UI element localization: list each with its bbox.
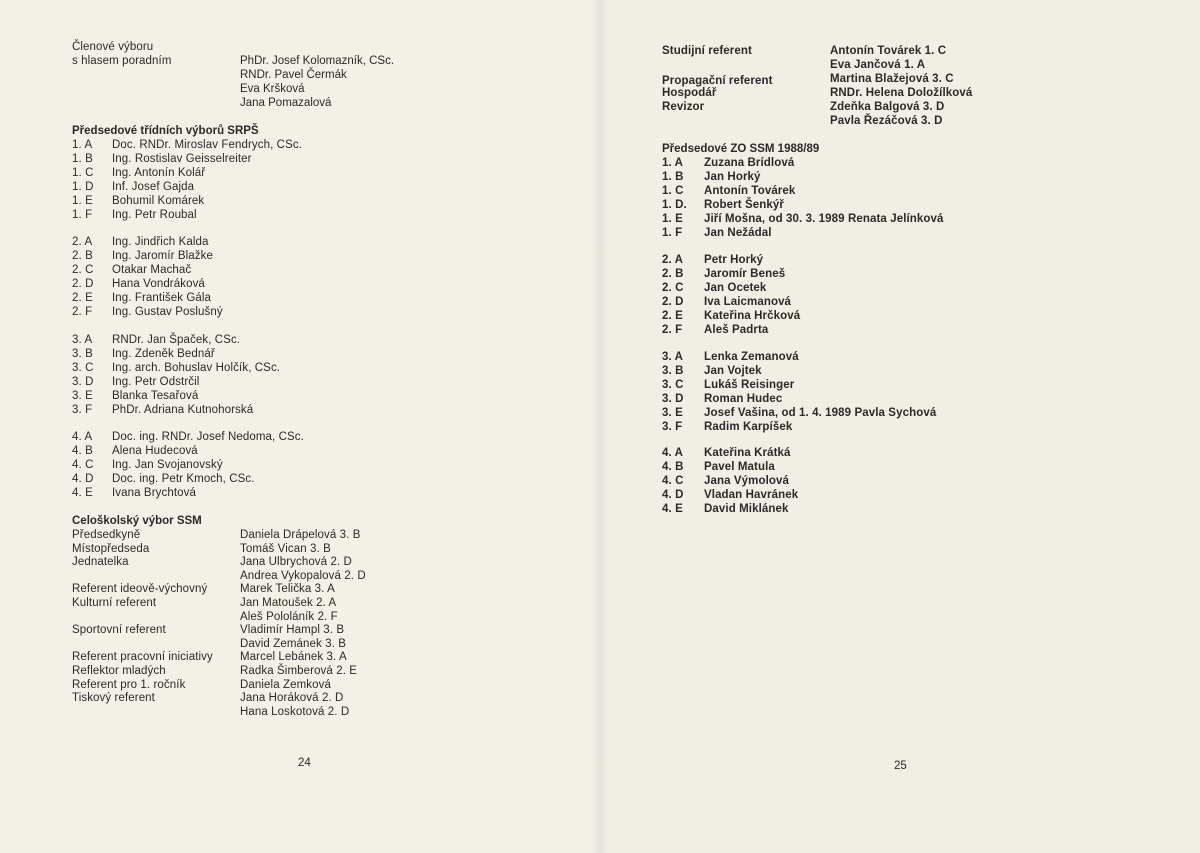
ssm-member: Andrea Vykopalová 2. D (240, 569, 366, 582)
ssm-member: Marcel Lebánek 3. A (240, 651, 347, 664)
committee-members-list (240, 54, 394, 110)
class-label: 3. C (662, 378, 684, 391)
ssm-member: Martina Blažejová 3. C (830, 73, 954, 85)
class-label: 1. E (662, 212, 683, 225)
class-label: 2. A (72, 236, 93, 248)
zo-chair-name: Roman Hudec (704, 392, 783, 405)
class-chair-name: Ivana Brychtová (112, 486, 196, 499)
class-chair-name: PhDr. Adriana Kutnohorská (112, 403, 254, 416)
class-label: 3. B (72, 347, 93, 360)
class-chair-name: Ing. Rostislav Geisselreiter (112, 152, 252, 165)
ssm-member: Pavla Řezáčová 3. D (830, 115, 943, 127)
ssm-member: Eva Jančová 1. A (830, 59, 926, 71)
class-label: 4. C (662, 474, 684, 487)
ssm-member: Aleš Pololáník 2. F (240, 610, 338, 623)
class-chair-name: Ing. Jindřich Kalda (112, 236, 209, 248)
zo-chair-name: Jana Výmolová (704, 474, 790, 487)
zo-chair-name: Aleš Padrta (704, 323, 769, 336)
zo-chair-name: Pavel Matula (704, 460, 775, 473)
ssm-role: Hospodář (662, 87, 717, 99)
committee-member: Jana Pomazalová (240, 97, 332, 109)
ssm-role: Referent pro 1. ročník (72, 678, 186, 691)
class-label: 1. F (662, 226, 683, 239)
ssm-member: Tomáš Vican 3. B (240, 542, 331, 555)
committee-member: Eva Kršková (240, 83, 305, 95)
class-label: 4. C (72, 458, 94, 471)
zo-chair-name: Jan Nežádal (704, 226, 772, 239)
class-chair-name: Ing. Petr Roubal (112, 208, 197, 221)
class-chair-name: RNDr. Jan Špaček, CSc. (112, 334, 241, 346)
class-chair-name: Ing. František Gála (112, 291, 212, 304)
zo-chair-name: Lukáš Reisinger (704, 378, 795, 391)
zo-chair-name: Zuzana Brídlová (704, 157, 795, 169)
class-label: 3. E (72, 389, 93, 402)
ssm-role: Jednatelka (72, 556, 129, 569)
committee-member: PhDr. Josef Kolomazník, CSc. (240, 55, 395, 67)
ssm-member: Jan Matoušek 2. A (240, 597, 337, 609)
class-label: 3. F (72, 403, 93, 416)
zo-chair-name: Jiří Mošna, od 30. 3. 1989 Renata Jelínková (704, 212, 944, 225)
zo-chair-name: Robert Šenkýř (704, 198, 784, 211)
class-chair-name: Ing. Gustav Poslušný (112, 305, 223, 318)
class-chair-name: Inf. Josef Gajda (112, 180, 195, 193)
class-chair-name: Ing. Zdeněk Bednář (112, 347, 215, 360)
zo-chair-name: Jaromír Beneš (704, 267, 786, 280)
committee-header-line1: Členové výboru (72, 41, 154, 53)
class-chair-name: Ing. Jan Svojanovský (112, 458, 223, 471)
class-label: 2. C (662, 281, 684, 294)
class-label: 2. D (662, 295, 684, 308)
ssm-member: Zdeňka Balgová 3. D (830, 101, 945, 113)
class-label: 1. B (662, 170, 684, 183)
ssm-member: RNDr. Helena Doložílková (830, 87, 973, 99)
zo-chair-name: Radim Karpíšek (704, 420, 793, 433)
zo-chair-name: David Miklánek (704, 502, 789, 515)
class-chair-name: Blanka Tesařová (112, 389, 199, 402)
page-number-left: 24 (298, 757, 311, 769)
zo-chair-name: Iva Laicmanová (704, 295, 792, 308)
class-chair-name: Alena Hudecová (112, 444, 198, 457)
class-label: 3. B (662, 364, 684, 377)
zo-chair-name: Jan Horký (704, 170, 761, 183)
class-chair-name: Ing. Petr Odstrčil (112, 375, 200, 388)
zo-chair-name: Kateřina Hrčková (704, 309, 801, 322)
ssm-role: Sportovní referent (72, 624, 166, 637)
zo-chair-name: Antonín Továrek (704, 184, 796, 197)
page-number-right: 25 (894, 760, 907, 772)
ssm-member: Antonín Továrek 1. C (830, 45, 947, 57)
class-label: 4. A (72, 431, 93, 443)
ssm-role: Revizor (662, 101, 705, 113)
class-label: 4. E (72, 486, 93, 499)
class-label: 2. F (72, 305, 93, 318)
ssm-role: Referent ideově-výchovný (72, 583, 208, 596)
zo-chair-name: Jan Vojtek (704, 364, 762, 377)
class-label: 4. E (662, 502, 683, 515)
class-chair-name: Ing. Antonín Kolář (112, 166, 206, 179)
ssm-member: Jana Horáková 2. D (240, 692, 344, 705)
ssm-member: Radka Šimberová 2. E (240, 665, 358, 677)
class-label: 2. B (662, 267, 684, 280)
class-label: 4. B (72, 444, 93, 457)
page-right (600, 0, 1200, 853)
class-chair-name: Hana Vondráková (112, 277, 205, 290)
ssm-role: Reflektor mladých (72, 665, 166, 677)
ssm-role: Tiskový referent (72, 692, 155, 705)
class-label: 4. D (72, 472, 94, 485)
ssm-member: David Zemánek 3. B (240, 637, 346, 650)
class-label: 1. A (72, 139, 93, 151)
class-label: 1. D. (662, 198, 687, 211)
ssm-role: Propagační referent (662, 75, 773, 87)
ssm-member: Marek Telička 3. A (240, 583, 335, 596)
class-label: 2. B (72, 249, 93, 262)
zo-chair-name: Vladan Havránek (704, 488, 799, 501)
class-label: 2. E (72, 291, 93, 304)
class-chair-name: Ing. Jaromír Blažke (112, 249, 213, 262)
class-chair-name: Doc. RNDr. Miroslav Fendrych, CSc. (112, 139, 302, 151)
zo-chair-name: Petr Horký (704, 254, 764, 266)
zo-chair-name: Josef Vašina, od 1. 4. 1989 Pavla Sychová (704, 406, 937, 419)
class-label: 3. A (662, 351, 684, 363)
zo-chair-name: Jan Ocetek (704, 281, 767, 294)
class-label: 2. C (72, 263, 94, 276)
class-label: 3. F (662, 420, 683, 433)
ssm-member: Hana Loskotová 2. D (240, 705, 350, 718)
class-label: 1. F (72, 208, 93, 221)
class-label: 4. B (662, 460, 684, 473)
class-label: 2. F (662, 323, 683, 336)
ssm-role: Kulturní referent (72, 597, 157, 609)
committee-header-line2: s hlasem poradním (72, 55, 172, 67)
class-label: 3. D (662, 392, 684, 405)
class-chair-name: Otakar Machač (112, 263, 192, 276)
class-chairs-title: Předsedové třídních výborů SRPŠ (72, 125, 259, 137)
class-label: 3. D (72, 375, 94, 388)
ssm-member: Vladimír Hampl 3. B (240, 624, 345, 637)
class-chair-name: Ing. arch. Bohuslav Holčík, CSc. (112, 361, 281, 374)
zo-chairs-title: Předsedové ZO SSM 1988/89 (662, 143, 820, 155)
class-chair-name: Bohumil Komárek (112, 194, 205, 207)
class-label: 3. A (72, 334, 93, 346)
class-label: 2. E (662, 309, 683, 322)
zo-chair-name: Lenka Zemanová (704, 351, 799, 363)
class-label: 1. C (662, 184, 684, 197)
class-label: 1. A (662, 157, 684, 169)
class-label: 3. E (662, 406, 683, 419)
class-label: 1. D (72, 180, 94, 193)
class-chair-name: Doc. ing. RNDr. Josef Nedoma, CSc. (112, 431, 304, 443)
class-label: 2. A (662, 254, 684, 266)
class-label: 4. A (662, 447, 684, 459)
ssm-member: Daniela Zemková (240, 678, 331, 691)
ssm-title: Celoškolský výbor SSM (72, 515, 202, 527)
class-label: 4. D (662, 488, 684, 501)
ssm-role: Referent pracovní iniciativy (72, 651, 213, 664)
class-chair-name: Doc. ing. Petr Kmoch, CSc. (112, 472, 255, 485)
class-label: 1. E (72, 194, 93, 207)
committee-member: RNDr. Pavel Čermák (240, 69, 347, 81)
class-label: 2. D (72, 277, 94, 290)
zo-chair-name: Kateřina Krátká (704, 447, 791, 459)
class-label: 1. B (72, 152, 93, 165)
ssm-role: Studijní referent (662, 45, 752, 57)
ssm-role: Místopředseda (72, 542, 150, 555)
book-gutter (592, 0, 608, 853)
ssm-role: Předsedkyně (72, 529, 141, 541)
class-label: 3. C (72, 361, 94, 374)
class-label: 1. C (72, 166, 94, 179)
ssm-member: Daniela Drápelová 3. B (240, 529, 361, 541)
ssm-member: Jana Ulbrychová 2. D (240, 556, 352, 569)
